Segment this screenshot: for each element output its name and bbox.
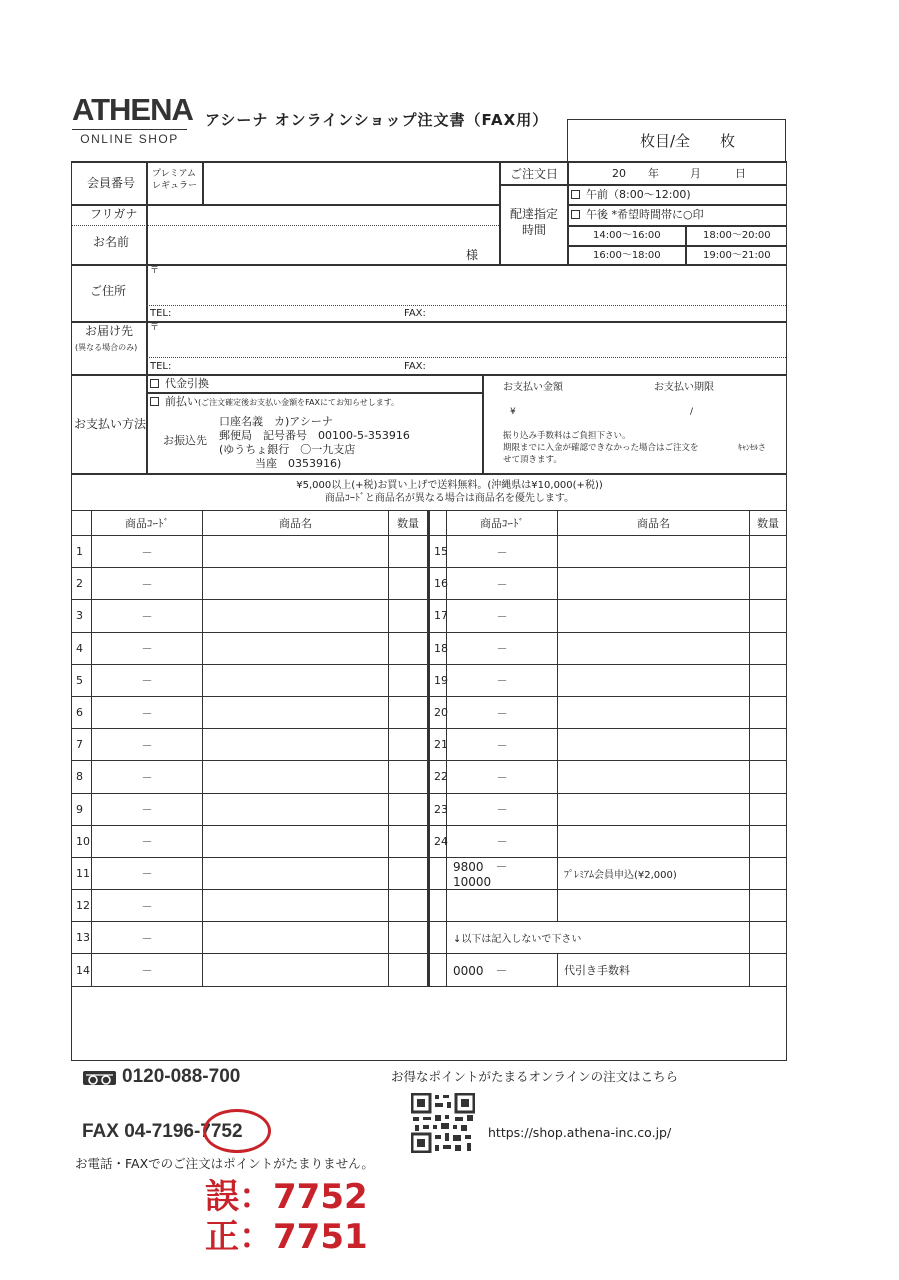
row-number: 5 [72, 664, 92, 696]
header-code-left: 商品ｺｰﾄﾞ [92, 511, 203, 536]
product-name-input[interactable] [203, 696, 389, 728]
payment-amount-input[interactable] [520, 403, 640, 419]
quantity-input[interactable] [750, 890, 787, 922]
product-name-input[interactable] [558, 632, 750, 664]
row-number: 23 [429, 793, 447, 825]
product-name-input[interactable] [558, 729, 750, 761]
delivery-postal-mark: 〒 [150, 323, 160, 333]
product-code-input[interactable]: － [92, 954, 203, 986]
product-name-input[interactable] [203, 664, 389, 696]
member-type-regular[interactable]: レギュラー [152, 181, 198, 191]
product-code-input[interactable]: － [92, 857, 203, 889]
order-date-year: 年 [648, 167, 659, 180]
quantity-input[interactable] [389, 536, 429, 568]
row-number: 2 [72, 568, 92, 600]
quantity-input[interactable] [389, 825, 429, 857]
delivery-tel-label: TEL: [150, 361, 172, 372]
payment-amount-label: お支払い金額 [503, 382, 563, 393]
prepay-note: (ご注文確定後お支払い金額をFAXにてお知らせします。 [198, 398, 400, 407]
am-option[interactable] [571, 189, 691, 200]
account-name: 口座名義 カ)アシーナ [219, 415, 333, 428]
cod-fee-name: 代引き手数料 [558, 954, 750, 986]
product-code-input[interactable]: － [92, 729, 203, 761]
online-order-prompt: お得なポイントがたまるオンラインの注文はこちら [391, 1069, 679, 1084]
prepay-option[interactable] [150, 396, 399, 407]
qr-code[interactable] [411, 1093, 475, 1153]
address-fax-input[interactable] [432, 307, 782, 320]
items-header-row [72, 511, 787, 536]
row-number: 8 [72, 761, 92, 793]
name-label: お名前 [93, 235, 130, 249]
product-code-input[interactable]: － [447, 664, 558, 696]
row-number: 16 [429, 568, 447, 600]
member-number-label: 会員番号 [87, 176, 136, 190]
premium-quantity-input[interactable] [750, 857, 787, 889]
shop-url[interactable]: https://shop.athena-inc.co.jp/ [488, 1125, 672, 1140]
product-name-input[interactable] [203, 825, 389, 857]
phone-number[interactable]: 0120-088-700 [122, 1066, 241, 1087]
header-name-right: 商品名 [558, 511, 750, 536]
quantity-input[interactable] [750, 632, 787, 664]
name-input[interactable] [148, 227, 458, 263]
row-number: 19 [429, 664, 447, 696]
delivery-address-input[interactable] [160, 323, 780, 356]
row-number: 24 [429, 825, 447, 857]
table-row [72, 857, 787, 889]
product-name-input[interactable] [203, 793, 389, 825]
product-name-input[interactable] [203, 632, 389, 664]
prepay-option-label: 前払い [165, 395, 198, 408]
product-code-input[interactable]: － [92, 632, 203, 664]
delivery-address-label: お届け先 [85, 324, 134, 338]
correction-circle [203, 1109, 271, 1153]
header-code-right: 商品ｺｰﾄﾞ [447, 511, 558, 536]
row-number: 21 [429, 729, 447, 761]
product-code-input[interactable]: － [447, 729, 558, 761]
row-number: 20 [429, 696, 447, 728]
time-slot-19-21[interactable]: 19:00～21:00 [703, 250, 771, 261]
payment-note-1: 振り込み手数料はご負担下さい。 [503, 431, 631, 441]
prepay-checkbox[interactable] [150, 397, 159, 406]
quantity-input[interactable] [389, 922, 429, 954]
logo-subtitle: ONLINE SHOP [80, 132, 179, 146]
product-name-input[interactable] [203, 568, 389, 600]
product-code-input[interactable]: － [92, 825, 203, 857]
product-name-input[interactable] [203, 536, 389, 568]
table-row [72, 664, 787, 696]
correction-correct: 正：7751 [205, 1217, 368, 1257]
table-row [72, 954, 787, 986]
order-date-year-prefix: 20 [612, 167, 626, 180]
product-name-input[interactable] [558, 536, 750, 568]
quantity-input[interactable] [389, 761, 429, 793]
product-name-input[interactable] [558, 600, 750, 632]
table-row [72, 761, 787, 793]
row-number: 4 [72, 632, 92, 664]
page-count-label: 枚目/全 枚 [640, 132, 736, 150]
quantity-input[interactable] [389, 600, 429, 632]
table-row [72, 825, 787, 857]
header-qty-left: 数量 [389, 511, 429, 536]
table-row [72, 922, 787, 954]
product-name-input[interactable] [203, 729, 389, 761]
member-type-premium[interactable]: プレミアム [152, 169, 197, 179]
row-number: 17 [429, 600, 447, 632]
payment-note-2: 期限までに入金が確認できなかった場合はご注文を [503, 443, 699, 453]
quantity-input[interactable] [389, 664, 429, 696]
row-number: 13 [72, 922, 92, 954]
delivery-address-sublabel: (異なる場合のみ) [75, 343, 138, 352]
product-code-input[interactable]: － [447, 761, 558, 793]
furigana-label: フリガナ [90, 207, 138, 221]
order-date-day: 日 [735, 167, 746, 180]
quantity-input[interactable] [389, 632, 429, 664]
table-row [72, 890, 787, 922]
row-number: 12 [72, 890, 92, 922]
free-shipping-notice: ¥5,000以上(+税)お買い上げで送料無料。(沖縄県は¥10,000(+税)) [296, 480, 603, 491]
product-name-input[interactable] [203, 857, 389, 889]
product-code-input[interactable]: － [92, 600, 203, 632]
product-priority-notice: 商品ｺｰﾄﾞと商品名が異なる場合は商品名を優先します。 [324, 493, 575, 504]
product-name-input[interactable] [558, 761, 750, 793]
quantity-cell [750, 922, 787, 954]
table-row [72, 729, 787, 761]
am-option-label: 午前（8:00～12:00) [586, 188, 691, 201]
quantity-input[interactable] [750, 536, 787, 568]
product-code-input[interactable]: － [447, 568, 558, 600]
delivery-time-label-2: 時間 [522, 222, 547, 237]
order-date-month: 月 [690, 167, 701, 180]
product-code-input[interactable]: － [92, 568, 203, 600]
freedial-icon [83, 1071, 116, 1085]
quantity-input[interactable] [389, 568, 429, 600]
quantity-input[interactable] [750, 793, 787, 825]
premium-name: ﾌﾟﾚﾐｱﾑ会員申込(¥2,000) [558, 857, 750, 889]
row-number: 1 [72, 536, 92, 568]
cod-checkbox[interactable] [150, 379, 159, 388]
product-code-input[interactable]: － [92, 890, 203, 922]
product-code-input[interactable]: － [447, 536, 558, 568]
product-code-input[interactable]: － [92, 761, 203, 793]
product-name-input[interactable] [558, 825, 750, 857]
row-number [429, 922, 447, 954]
correction-wrong: 誤：7752 [205, 1177, 368, 1217]
row-number [429, 890, 447, 922]
row-number: 10 [72, 825, 92, 857]
payment-deadline-label: お支払い期限 [654, 382, 714, 393]
payment-method-label: お支払い方法 [74, 417, 147, 431]
quantity-input[interactable] [389, 793, 429, 825]
yucho-branch: (ゆうちょ銀行 〇一九支店 [219, 443, 356, 456]
row-number: 14 [72, 954, 92, 986]
product-name-input[interactable] [558, 890, 750, 922]
transfer-label: お振込先 [163, 434, 207, 447]
row-number: 9 [72, 793, 92, 825]
header-no-right [429, 511, 447, 536]
row-number: 3 [72, 600, 92, 632]
product-name-input[interactable] [203, 890, 389, 922]
quantity-input[interactable] [750, 729, 787, 761]
header-qty-right: 数量 [750, 511, 787, 536]
product-code-input[interactable]: － [447, 825, 558, 857]
product-name-input[interactable] [203, 922, 389, 954]
product-name-input[interactable] [558, 793, 750, 825]
no-points-note: お電話・FAXでのご注文はポイントがたまりません。 [75, 1156, 374, 1171]
table-row [72, 600, 787, 632]
payment-note-3: せて頂きます。 [503, 455, 562, 465]
address-input[interactable] [160, 266, 780, 304]
row-number [429, 954, 447, 986]
address-label: ご住所 [90, 284, 127, 298]
delivery-time-label [510, 207, 558, 238]
product-code-input[interactable]: － [92, 793, 203, 825]
quantity-input[interactable] [750, 825, 787, 857]
address-postal-mark: 〒 [150, 266, 160, 276]
row-number: 7 [72, 729, 92, 761]
quantity-input[interactable] [389, 696, 429, 728]
yucho-account: 当座 0353916) [255, 457, 342, 470]
row-number: 15 [429, 536, 447, 568]
row-number: 18 [429, 632, 447, 664]
product-name-input[interactable] [203, 761, 389, 793]
quantity-input[interactable] [389, 857, 429, 889]
page-title: アシーナ オンラインショップ注文書（FAX用） [205, 111, 549, 129]
product-code-input[interactable]: － [92, 696, 203, 728]
athena-logo [72, 92, 193, 146]
row-number: 6 [72, 696, 92, 728]
product-name-input[interactable] [203, 954, 389, 986]
time-slot-14-16[interactable]: 14:00～16:00 [593, 230, 661, 241]
product-name-input[interactable] [558, 568, 750, 600]
address-tel-input[interactable] [175, 307, 395, 320]
product-name-input[interactable] [558, 696, 750, 728]
table-row [72, 696, 787, 728]
header-name-left: 商品名 [203, 511, 389, 536]
am-checkbox[interactable] [571, 190, 580, 199]
quantity-input[interactable] [750, 568, 787, 600]
address-tel-label: TEL: [150, 308, 172, 319]
delivery-fax-label: FAX: [404, 361, 426, 372]
time-slot-16-18[interactable]: 16:00～18:00 [593, 250, 661, 261]
payment-deadline-input[interactable] [655, 403, 765, 419]
cod-option-label: 代金引換 [165, 377, 209, 390]
deadline-separator: / [690, 407, 694, 417]
product-code-input[interactable]: － [447, 632, 558, 664]
member-number-input[interactable] [204, 163, 497, 202]
quantity-input[interactable] [750, 664, 787, 696]
honorific-sama: 様 [466, 248, 479, 262]
premium-code: 9800 － 10000 [447, 857, 558, 889]
pm-option[interactable] [571, 209, 704, 220]
row-number [429, 857, 447, 889]
payment-note-cancel: ｷｬﾝｾﾙさ [738, 443, 766, 452]
postal-account-number: 郵便局 記号番号 00100-5-353916 [219, 429, 410, 442]
product-code-input[interactable]: － [447, 600, 558, 632]
quantity-input[interactable] [750, 761, 787, 793]
table-row [72, 632, 787, 664]
delivery-tel-input[interactable] [175, 359, 395, 372]
cod-option[interactable] [150, 378, 209, 389]
time-slot-18-20[interactable]: 18:00～20:00 [703, 230, 771, 241]
product-code-input[interactable]: － [92, 536, 203, 568]
items-table [71, 510, 787, 987]
product-code-input[interactable]: － [92, 664, 203, 696]
header-no-left [72, 511, 92, 536]
fax-number[interactable]: FAX 04-7196-7752 [82, 1121, 243, 1142]
product-code-input[interactable]: － [92, 922, 203, 954]
quantity-input[interactable] [750, 600, 787, 632]
furigana-input[interactable] [148, 206, 498, 224]
quantity-input[interactable] [389, 954, 429, 986]
delivery-fax-input[interactable] [432, 359, 782, 372]
row-number: 11 [72, 857, 92, 889]
table-row [72, 568, 787, 600]
product-code-input[interactable] [447, 890, 558, 922]
pm-option-label: 午後 *希望時間帯に○印 [586, 208, 704, 221]
quantity-input[interactable] [750, 696, 787, 728]
delivery-time-label-1: 配達指定 [510, 207, 559, 221]
pm-checkbox[interactable] [571, 210, 580, 219]
row-number: 22 [429, 761, 447, 793]
currency-symbol: ¥ [510, 407, 516, 417]
quantity-input[interactable] [389, 890, 429, 922]
quantity-input[interactable] [389, 729, 429, 761]
product-name-input[interactable] [558, 664, 750, 696]
cod-fee-code: 0000 － [447, 954, 558, 986]
product-code-input[interactable]: － [447, 793, 558, 825]
address-fax-label: FAX: [404, 308, 426, 319]
quantity-cell [750, 954, 787, 986]
product-code-input[interactable]: － [447, 696, 558, 728]
table-row [72, 536, 787, 568]
do-not-fill-note: ↓以下は記入しないで下さい [447, 922, 750, 954]
logo-wordmark: ATHENA [72, 92, 193, 127]
order-date-label: ご注文日 [510, 167, 559, 181]
table-row [72, 793, 787, 825]
product-name-input[interactable] [203, 600, 389, 632]
